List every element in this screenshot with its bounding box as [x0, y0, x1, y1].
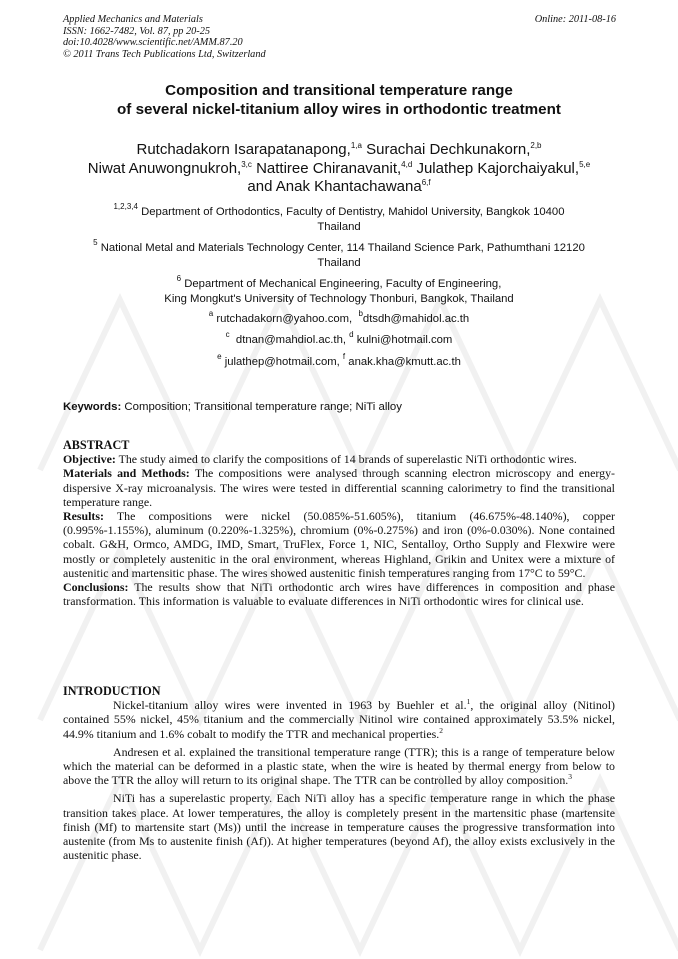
email-sup: b	[358, 309, 363, 318]
email-address: anak.kha@kmutt.ac.th	[348, 356, 461, 368]
affiliation-country: Thailand	[317, 256, 361, 269]
copyright-line: © 2011 Trans Tech Publications Ltd, Switzerland	[63, 48, 266, 60]
introduction-heading: INTRODUCTION	[63, 684, 161, 698]
affiliation-text: National Metal and Materials Technology Center, 114 Thailand Science Park, Pathumthani 12120	[100, 242, 585, 254]
keywords-text: Composition; Transitional temperature range; NiTi alloy	[124, 401, 402, 413]
abstract-heading: ABSTRACT	[63, 438, 130, 452]
paper-title	[0, 82, 678, 120]
email-sup: d	[349, 330, 354, 339]
author-line-1	[30, 141, 648, 160]
methods-label: Materials and Methods:	[63, 466, 190, 481]
intro-text: , the original alloy (Nitinol) contained 55% nickel, 45% titanium and the commercially Nitinol wire contained approximately 53.5% nickel, 44.9% titanium and 1.6% cobalt to modify the TTR and mechanical properties.	[63, 698, 615, 741]
affiliation-2	[40, 238, 638, 271]
citation-ref: 2	[439, 725, 443, 735]
email-line-3	[40, 352, 638, 370]
title-line-2: of several nickel-titanium alloy wires in orthodontic treatment	[117, 100, 561, 118]
citation-ref: 1	[466, 697, 471, 707]
email-sup: f	[342, 352, 346, 361]
introduction-section	[63, 684, 615, 862]
keywords	[63, 401, 402, 413]
email-sup: e	[217, 352, 222, 361]
affiliation-text: Department of Mechanical Engineering, Faculty of Engineering,	[184, 278, 502, 290]
methods-text: The compositions were analysed through scanning electron microscopy and energy-dispersive X-ray microanalysis. The wires were tested in differential scanning calorimetry to find the transitional temperature range.	[63, 466, 615, 509]
author-sup: 2,b	[530, 141, 542, 150]
objective-label: Objective:	[63, 452, 116, 467]
email-address: kulni@hotmail.com	[356, 334, 453, 346]
keywords-label: Keywords:	[63, 401, 122, 413]
author-name: and Anak Khantachawana	[247, 178, 422, 195]
abstract-section	[63, 438, 615, 608]
author-sup: 1,a	[350, 141, 362, 150]
email-address: rutchadakorn@yahoo.com,	[216, 313, 353, 325]
affiliation-3	[40, 274, 638, 307]
email-address: julathep@hotmail.com,	[224, 356, 340, 368]
affiliation-sup: 5	[93, 238, 98, 247]
affiliation-sup: 6	[176, 274, 182, 283]
abstract-objective	[63, 452, 615, 466]
author-sup: 3,c	[241, 159, 252, 169]
author-sup: 4,d	[401, 159, 413, 169]
intro-text: Nickel-titanium alloy wires were invented in 1963 by Buehler et al.	[113, 698, 467, 713]
doi-line: doi:10.4028/www.scientific.net/AMM.87.20	[63, 37, 243, 49]
issn-line: ISSN: 1662-7482, Vol. 87, pp 20-25	[63, 25, 211, 37]
title-line-1: Composition and transitional temperature range	[165, 82, 513, 99]
author-name: Surachai Dechkunakorn,	[366, 141, 531, 158]
intro-paragraph-3: NiTi has a superelastic property. Each NiTi alloy has a specific temperature range in which the phase transition takes place. At lower temperatures, the alloy is completely present in the martensitic phase (martensite finish (Mf) to martensite start (Ms)) until the increase in temperature causes the progressive transformation into austenite (from Ms to austenite finish (Af)). At higher temperatures (beyond Af), the alloy exists exclusively in the austenitic phase.	[63, 791, 615, 863]
objective-text: The study aimed to clarify the compositions of 14 brands of superelastic NiTi orthodontic wires.	[118, 452, 577, 467]
author-line-3	[30, 178, 648, 197]
affiliation-sup: 1,2,3,4	[113, 202, 138, 211]
affiliation-institution: King Mongkut's University of Technology Thonburi, Bangkok, Thailand	[164, 292, 514, 305]
intro-paragraph-2	[63, 745, 615, 788]
abstract-results	[63, 509, 615, 580]
email-line-1	[40, 309, 638, 327]
intro-text: Andresen et al. explained the transitional temperature range (TTR); this is a range of temperature below which the material can be deformed in a plastic state, when the wire is heated by thermal energy from below to above the TTR the alloy will return to its original shape. The TTR can be controlled by alloy composition.	[63, 744, 615, 788]
email-address: dtnan@mahdiol.ac.th,	[235, 334, 346, 346]
email-line-2	[40, 330, 638, 348]
conclusions-text: The results show that NiTi orthodontic arch wires have differences in composition and phase transformation. This information is valuable to evaluate differences in NiTi orthodontic wires for clinical use.	[63, 580, 615, 609]
author-name: Rutchadakorn Isarapatanapong,	[136, 141, 351, 158]
results-label: Results:	[63, 509, 104, 524]
journal-name: Applied Mechanics and Materials	[63, 14, 203, 25]
author-name: Julathep Kajorchaiyakul,	[416, 159, 580, 177]
online-date: Online: 2011-08-16	[534, 14, 616, 25]
results-text: The compositions were nickel (50.085%-51.605%), titanium (46.675%-48.140%), copper (0.995%-1.155%), aluminum (0.220%-1.325%), chromium (0%-0.275%) and iron (0%-0.030%). None contained cobalt. G&H, Ormco, AMDG, IMD, Smart, TruFlex, Force 1, NIC, Sentalloy, Ortho Supply and Flexwire were mostly or completely austenitic in the oral environment, whereas Highland, Grikin and Unitex were a mixture of austenitic and martensitic phase. The wires showed austenitic finish temperatures ranging from 17°C to 59°C.	[63, 509, 615, 580]
author-line-2	[30, 160, 648, 179]
abstract-methods	[63, 466, 615, 509]
affiliation-country: Thailand	[317, 220, 361, 233]
email-sup: a	[208, 309, 214, 318]
author-name: Nattiree Chiranavanit,	[256, 159, 402, 177]
conclusions-label: Conclusions:	[63, 580, 129, 595]
author-sup: 5,e	[579, 159, 591, 169]
abstract-conclusions	[63, 580, 615, 608]
citation-ref: 3	[568, 772, 572, 782]
affiliation-1	[40, 202, 638, 235]
author-name: Niwat Anuwongnukroh,	[87, 159, 242, 177]
author-sup: 6,f	[421, 178, 431, 187]
intro-paragraph-1	[63, 698, 615, 741]
affiliation-text: Department of Orthodontics, Faculty of Dentistry, Mahidol University, Bangkok 10400	[141, 206, 565, 218]
author-list	[30, 141, 648, 197]
email-sup: c	[225, 330, 230, 339]
email-address: dtsdh@mahidol.ac.th	[362, 313, 470, 325]
journal-header	[63, 14, 266, 60]
